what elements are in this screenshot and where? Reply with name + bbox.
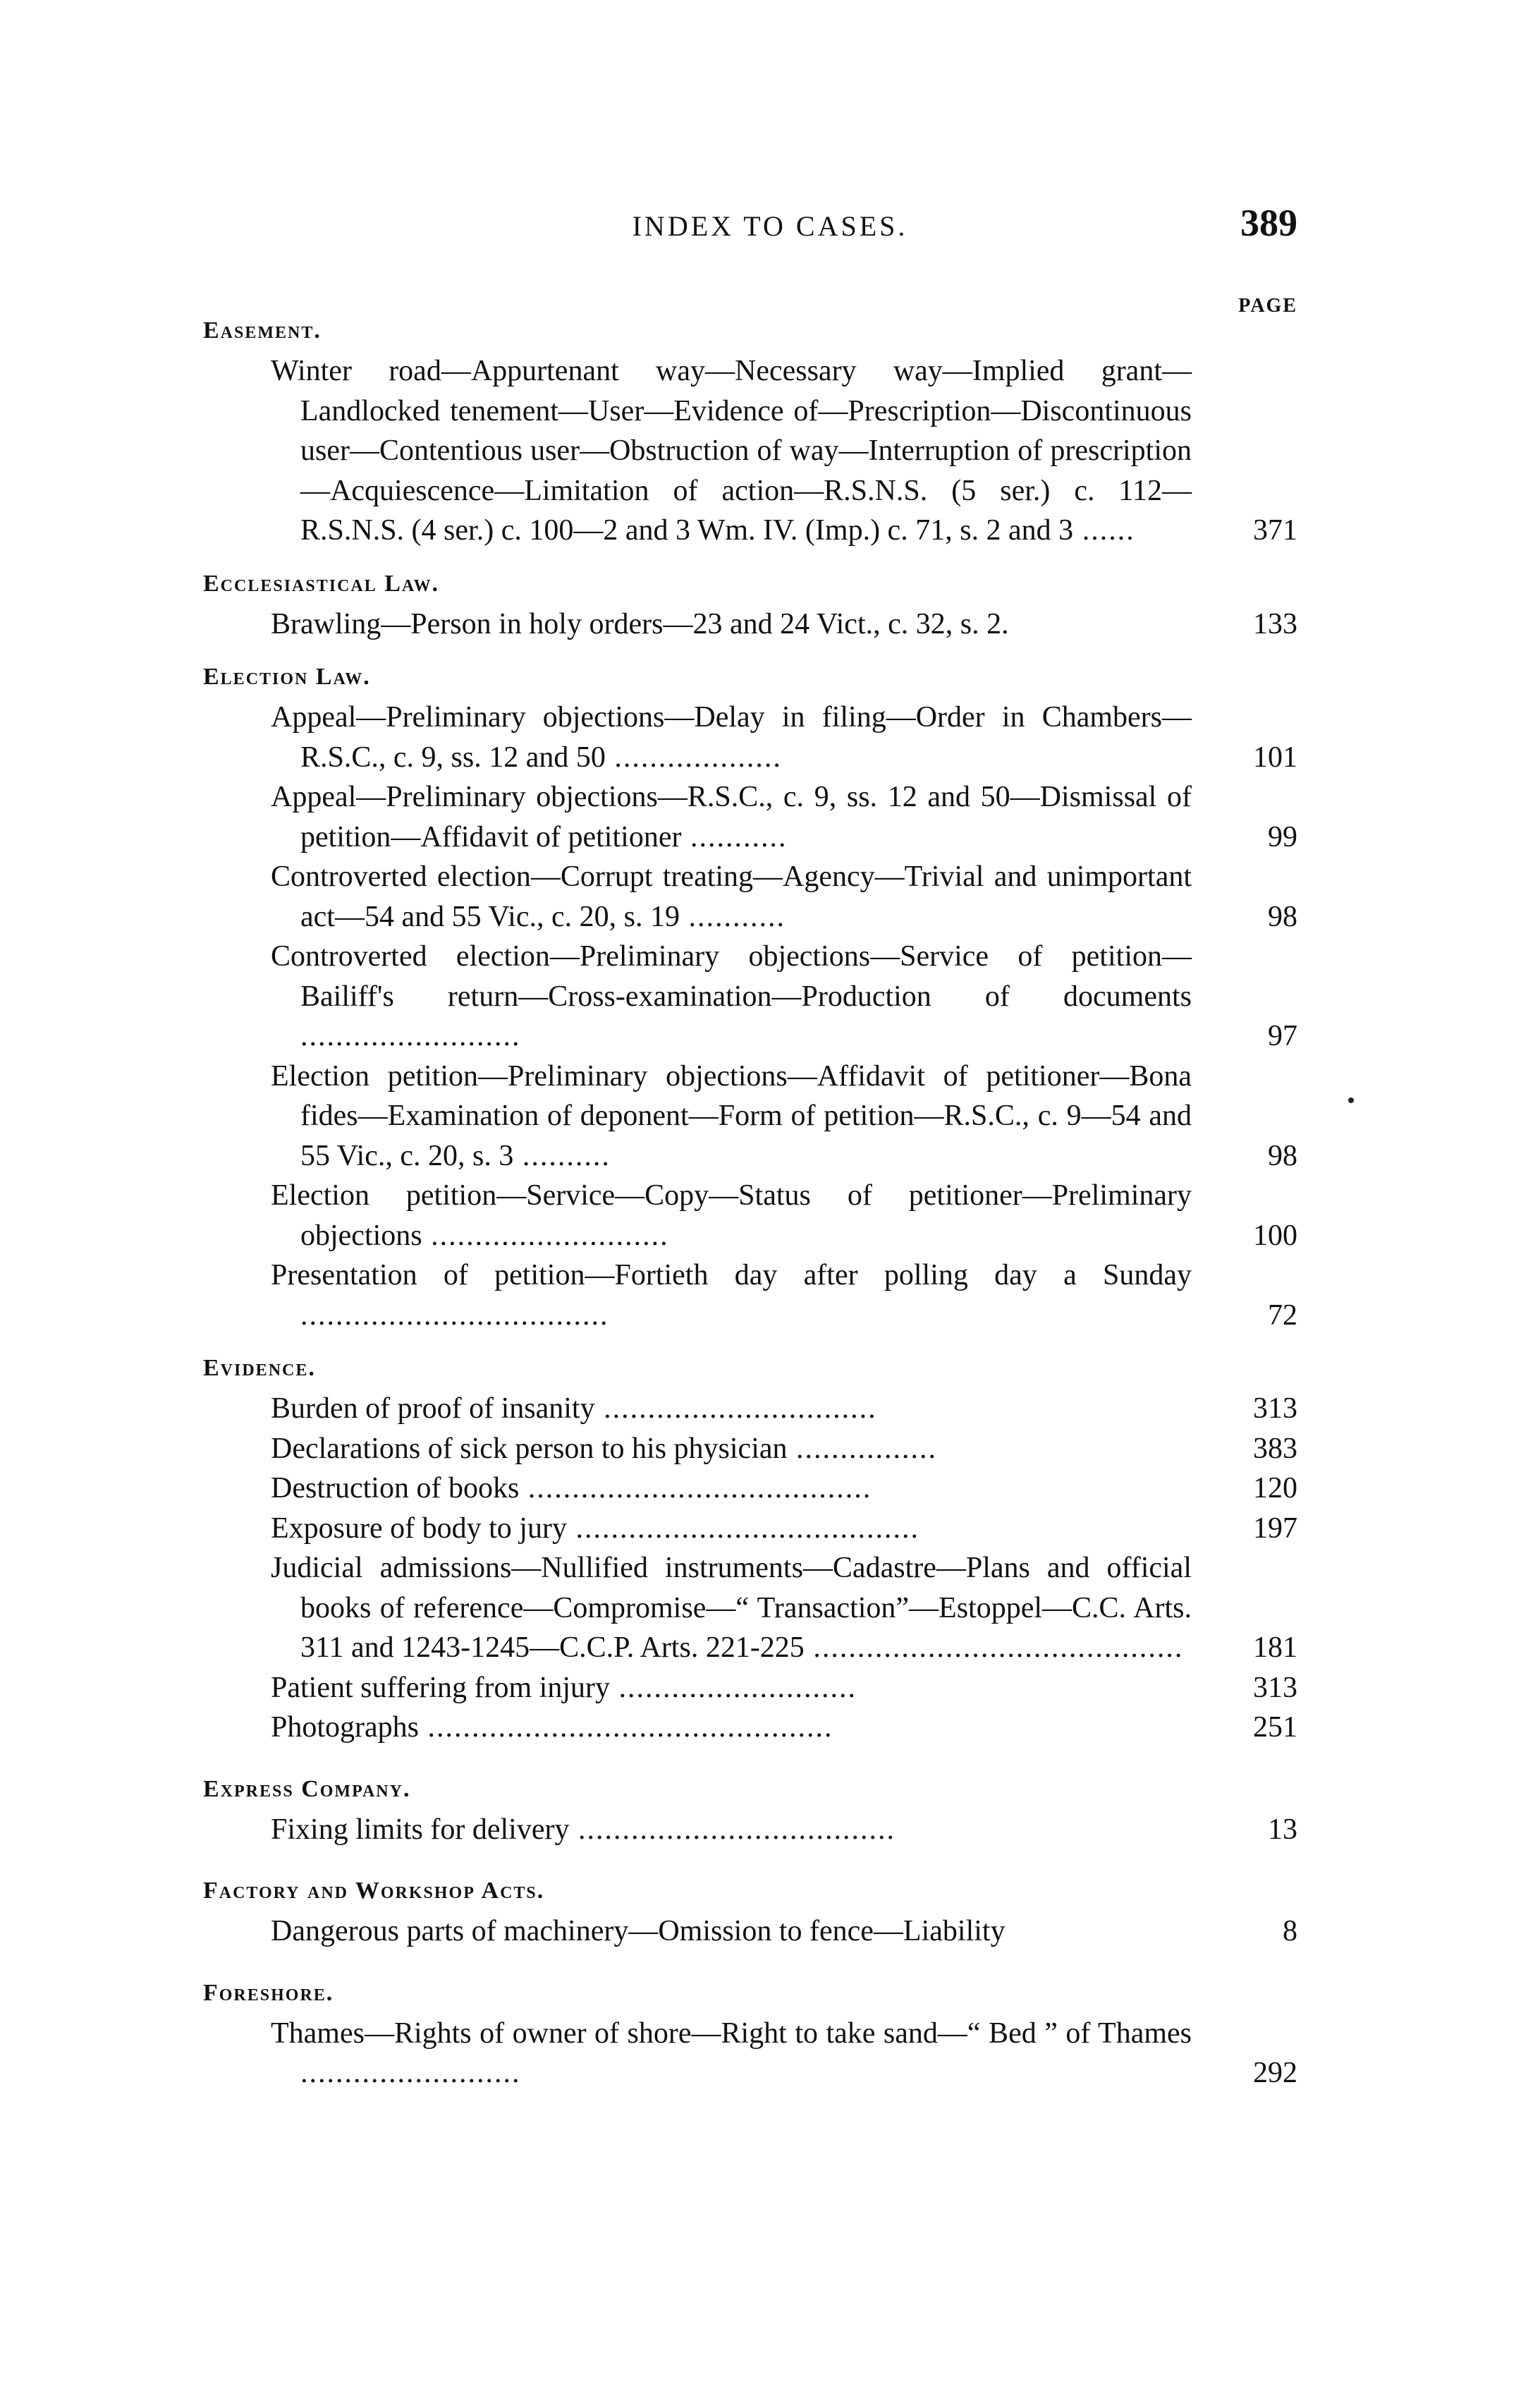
entry-page-ref: 72	[1268, 1299, 1297, 1332]
entry-page-ref: 197	[1253, 1512, 1297, 1545]
entry-text: Fixing limits for delivery	[271, 1813, 570, 1846]
dot-leaders: ...........	[679, 900, 786, 933]
index-entry	[203, 1708, 1297, 1748]
entry-page-ref: 251	[1253, 1711, 1297, 1744]
index-entry	[203, 1509, 1297, 1549]
dot-leaders: .......................................	[566, 1512, 919, 1545]
entry-page-ref: 99	[1268, 820, 1297, 853]
entry-page-ref: 13	[1268, 1813, 1297, 1846]
index-section-express-company	[203, 1769, 1297, 1850]
entry-text: Election petition—Preliminary objections—Affidavit of petitioner—Bona fides—Examination of deponent—Form of petition—R.S.C., c. 9—54 and 55 Vic., c. 20, s. 3	[271, 1059, 1192, 1172]
entry-page-ref: 97	[1268, 1020, 1297, 1052]
section-heading: Express Company.	[203, 1775, 411, 1802]
section-heading: Foreshore.	[203, 1979, 334, 2006]
entry-text: Destruction of books	[271, 1472, 520, 1504]
dot-leaders: .........................	[300, 2057, 521, 2089]
entry-page-ref: 133	[1253, 607, 1297, 640]
section-heading: Evidence.	[203, 1355, 316, 1381]
dot-leaders: ....................................	[569, 1813, 896, 1846]
dot-leaders: ...........................	[422, 1219, 669, 1252]
index-entry	[203, 1548, 1297, 1668]
dot-leaders: ..........................................	[804, 1631, 1184, 1664]
entry-text: Controverted election—Corrupt treating—Agency—Trivial and unimportant act—54 and 55 Vic., c. 20, s. 19	[271, 861, 1192, 933]
entry-text: Photographs	[271, 1711, 419, 1744]
dot-leaders: .......................................	[519, 1472, 872, 1504]
entry-text: Thames—Rights of owner of shore—Right to take sand—“ Bed ” of Thames	[271, 2017, 1192, 2050]
entry-text: Controverted election—Preliminary objections—Service of petition—Bailiff's return—Cross-examination—Production of documents	[271, 940, 1192, 1013]
index-entry	[203, 1668, 1297, 1708]
running-head	[0, 201, 1540, 250]
entry-page-ref: 313	[1253, 1392, 1297, 1425]
page-column-label: PAGE	[1238, 295, 1297, 317]
index-entry	[203, 857, 1297, 937]
index-entry	[203, 1057, 1297, 1176]
entry-page-ref: 120	[1253, 1472, 1297, 1504]
index-entry	[203, 777, 1297, 857]
index-entry	[203, 1911, 1297, 1952]
index-section-factory-and-workshop-acts	[203, 1871, 1297, 1952]
dot-leaders: ...........................	[609, 1671, 857, 1704]
entry-page-ref: 181	[1253, 1631, 1297, 1664]
running-title: INDEX TO CASES.	[632, 210, 908, 242]
index-entry	[203, 698, 1297, 777]
index-entry	[203, 351, 1297, 551]
dot-leaders: ..........	[513, 1139, 611, 1172]
entry-text: Exposure of body to jury	[271, 1512, 567, 1545]
entry-page-ref: 383	[1253, 1432, 1297, 1465]
index-entry	[203, 1468, 1297, 1509]
section-heading: Easement.	[203, 317, 322, 343]
index-entry	[203, 1176, 1297, 1255]
index-entry	[203, 1255, 1297, 1335]
entry-page-ref: 100	[1253, 1219, 1297, 1252]
entry-text: Appeal—Preliminary objections—R.S.C., c. 9, ss. 12 and 50—Dismissal of petition—Affidavit of petitioner	[271, 781, 1192, 853]
index-entry	[203, 2014, 1297, 2093]
entry-page-ref: 292	[1253, 2057, 1297, 2089]
index-section-foreshore	[203, 1973, 1297, 2093]
index-section-evidence	[203, 1348, 1297, 1748]
index-entry	[203, 937, 1297, 1057]
entry-text: Patient suffering from injury	[271, 1671, 610, 1704]
section-heading: Factory and Workshop Acts.	[203, 1878, 545, 1904]
entry-text: Appeal—Preliminary objections—Delay in filing—Order in Chambers—R.S.C., c. 9, ss. 12 and 50	[271, 701, 1192, 774]
entry-text: Declarations of sick person to his physician	[271, 1432, 788, 1465]
dot-leaders: ......	[1073, 514, 1135, 547]
section-heading: Election Law.	[203, 664, 371, 690]
entry-page-ref: 371	[1253, 514, 1297, 547]
index-entry	[203, 1389, 1297, 1429]
entry-text: Election petition—Service—Copy—Status of petitioner—Preliminary objections	[271, 1179, 1192, 1252]
dot-leaders: .........................	[300, 1020, 521, 1052]
entry-text: Brawling—Person in holy orders—23 and 24 Vict., c. 32, s. 2.	[271, 607, 1009, 640]
entry-text: Dangerous parts of machinery—Omission to fence—Liability	[271, 1915, 1006, 1947]
entry-page-ref: 8	[1283, 1915, 1297, 1947]
index-section-easement	[203, 310, 1297, 551]
dot-leaders: ...............................	[594, 1392, 877, 1425]
entry-text: Presentation of petition—Fortieth day after polling day a Sunday	[271, 1259, 1192, 1291]
entry-text: Winter road—Appurtenant way—Necessary way—Implied grant—Landlocked tenement—User—Evidence of—Prescription—Discontinuous user—Contentious user—Obstruction of way—Interruption of prescription—Acquiescence—Limitation of action—R.S.N.S. (5 ser.) c. 112—R.S.N.S. (4 ser.) c. 100—2 and 3 Wm. IV. (Imp.) c. 71, s. 2 and 3	[271, 355, 1192, 547]
index-entry	[203, 604, 1297, 645]
index-entry	[203, 1810, 1297, 1850]
entry-text: Judicial admissions—Nullified instruments—Cadastre—Plans and official books of reference—Compromise—“ Transaction”—Estoppel—C.C. Arts. 311 and 1243-1245—C.C.P. Arts. 221-225	[271, 1552, 1192, 1664]
case-index	[203, 310, 1297, 2093]
print-speck	[1348, 1097, 1354, 1103]
index-section-ecclesiastical-law	[203, 564, 1297, 645]
dot-leaders: ..............................................	[419, 1711, 833, 1744]
section-heading: Ecclesiastical Law.	[203, 570, 440, 597]
dot-leaders: ...................	[605, 741, 782, 774]
entry-page-ref: 98	[1268, 1139, 1297, 1172]
entry-page-ref: 313	[1253, 1671, 1297, 1704]
page-number: 389	[1240, 202, 1297, 244]
index-section-election-law	[203, 657, 1297, 1335]
entry-text: Burden of proof of insanity	[271, 1392, 595, 1425]
index-entry	[203, 1429, 1297, 1469]
entry-page-ref: 98	[1268, 900, 1297, 933]
dot-leaders: ...................................	[300, 1299, 609, 1332]
dot-leaders: ................	[787, 1432, 937, 1465]
entry-page-ref: 101	[1253, 741, 1297, 774]
dot-leaders: ...........	[681, 820, 788, 853]
